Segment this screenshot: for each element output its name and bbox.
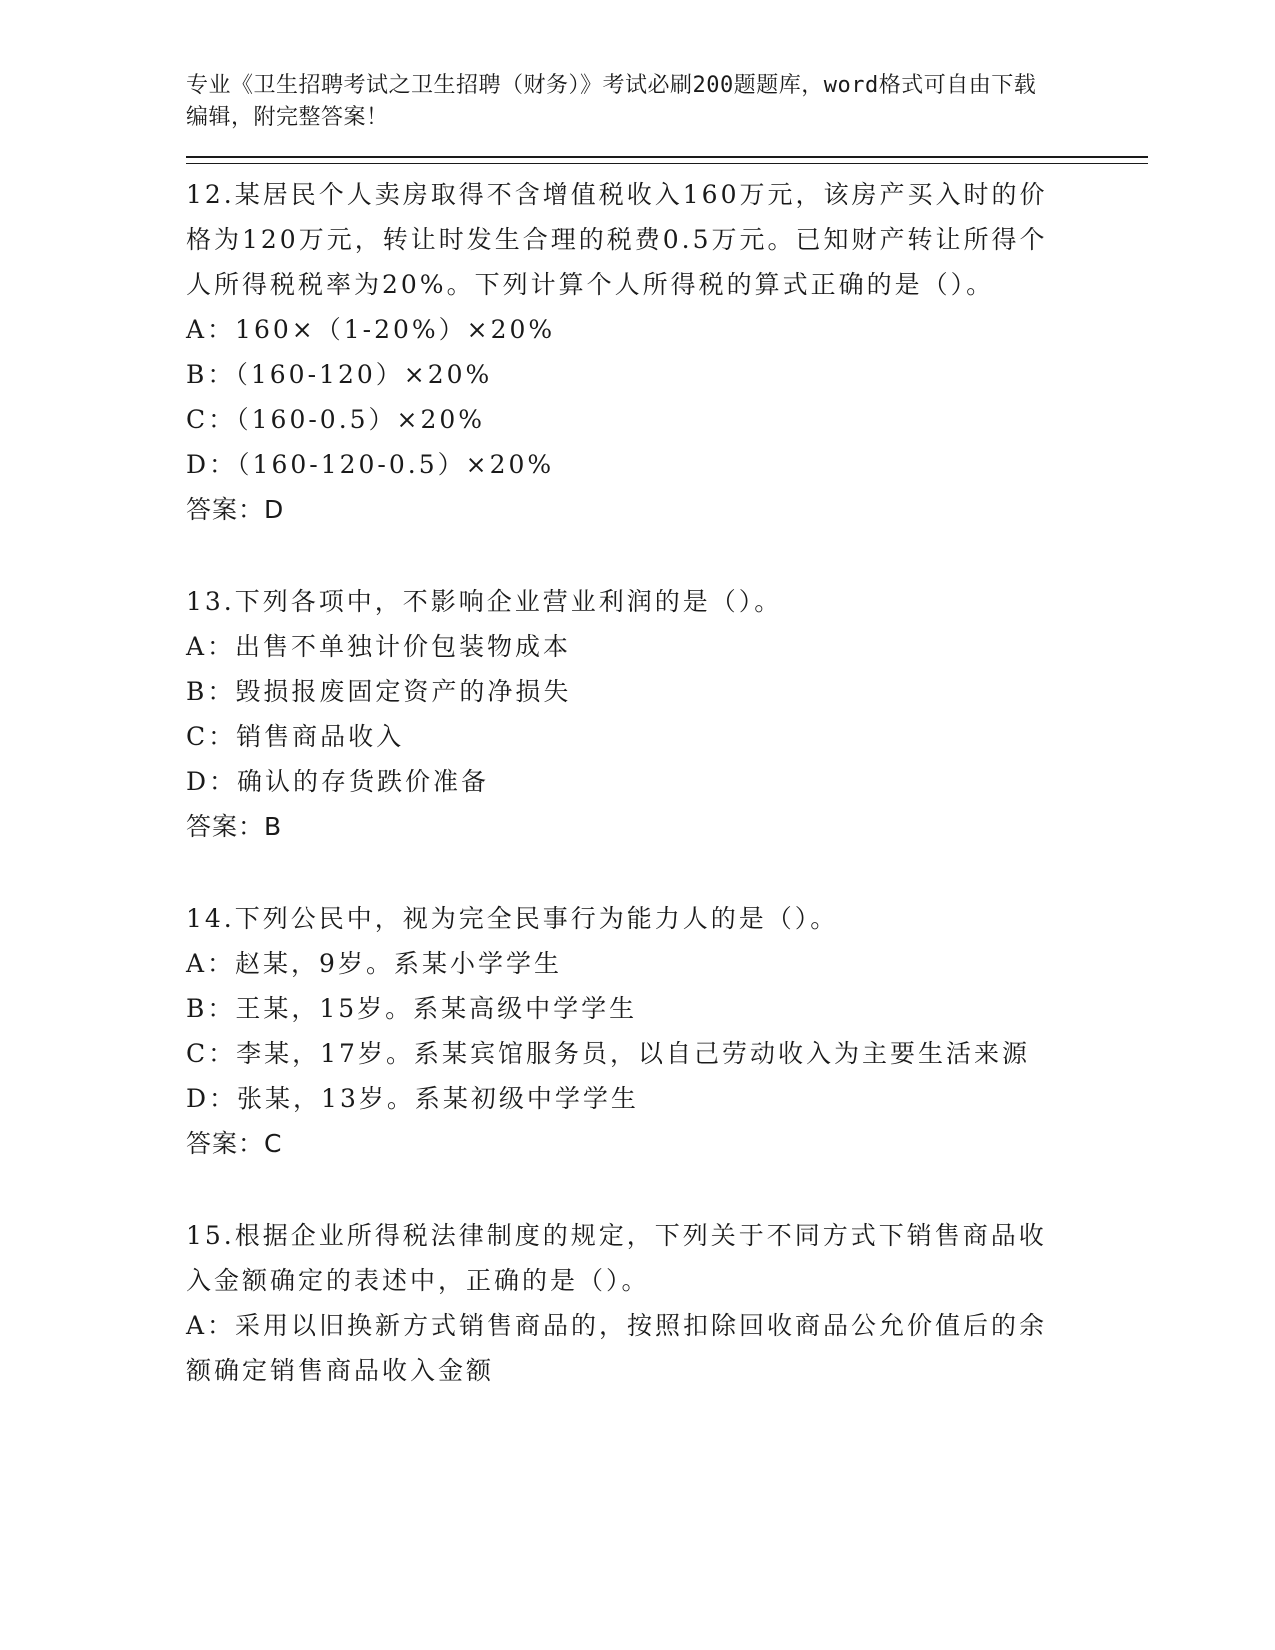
question-14: [186, 896, 1146, 1167]
option-d: D：（160-120-0.5）×20%: [186, 450, 555, 479]
option-c: C：销售商品收入: [186, 722, 405, 751]
answer-line: 答案：C: [186, 1129, 283, 1158]
question-stem: 14.下列公民中，视为完全民事行为能力人的是（）。: [186, 904, 839, 933]
option-b: B：王某，15岁。系某高级中学学生: [186, 994, 638, 1023]
option-c: C：（160-0.5）×20%: [186, 405, 486, 434]
option-a: A：160×（1-20%）×20%: [186, 315, 556, 344]
option-a: A：赵某，9岁。系某小学学生: [186, 949, 562, 978]
option-a: A：采用以旧换新方式销售商品的，按照扣除回收商品公允价值后的余额确定销售商品收入金额: [186, 1311, 1048, 1385]
document-page: [186, 70, 1146, 1439]
question-list: [186, 172, 1146, 1393]
document-header: 专业《卫生招聘考试之卫生招聘（财务）》考试必刷200题题库，word格式可自由下载编辑，附完整答案！: [186, 73, 1037, 130]
header-divider: [186, 156, 1148, 164]
answer-line: 答案：D: [186, 495, 285, 524]
option-d: D：张某，13岁。系某初级中学学生: [186, 1084, 639, 1113]
option-c: C：李某，17岁。系某宾馆服务员，以自己劳动收入为主要生活来源: [186, 1039, 1030, 1068]
question-stem: 12.某居民个人卖房取得不含增值税收入160万元，该房产买入时的价格为120万元，转让时发生合理的税费0.5万元。已知财产转让所得个人所得税税率为20%。下列计算个人所得税的算式正确的是（）。: [186, 180, 1048, 299]
option-d: D：确认的存货跌价准备: [186, 767, 490, 796]
question-13: [186, 579, 1146, 850]
question-stem: 13.下列各项中，不影响企业营业利润的是（）。: [186, 587, 783, 616]
question-15: [186, 1213, 1146, 1393]
option-b: B：毁损报废固定资产的净损失: [186, 677, 572, 706]
option-a: A：出售不单独计价包装物成本: [186, 632, 572, 661]
option-b: B：（160-120）×20%: [186, 360, 493, 389]
answer-line: 答案：B: [186, 812, 283, 841]
question-12: [186, 172, 1146, 533]
question-stem: 15.根据企业所得税法律制度的规定，下列关于不同方式下销售商品收入金额确定的表述中，正确的是（）。: [186, 1221, 1047, 1295]
